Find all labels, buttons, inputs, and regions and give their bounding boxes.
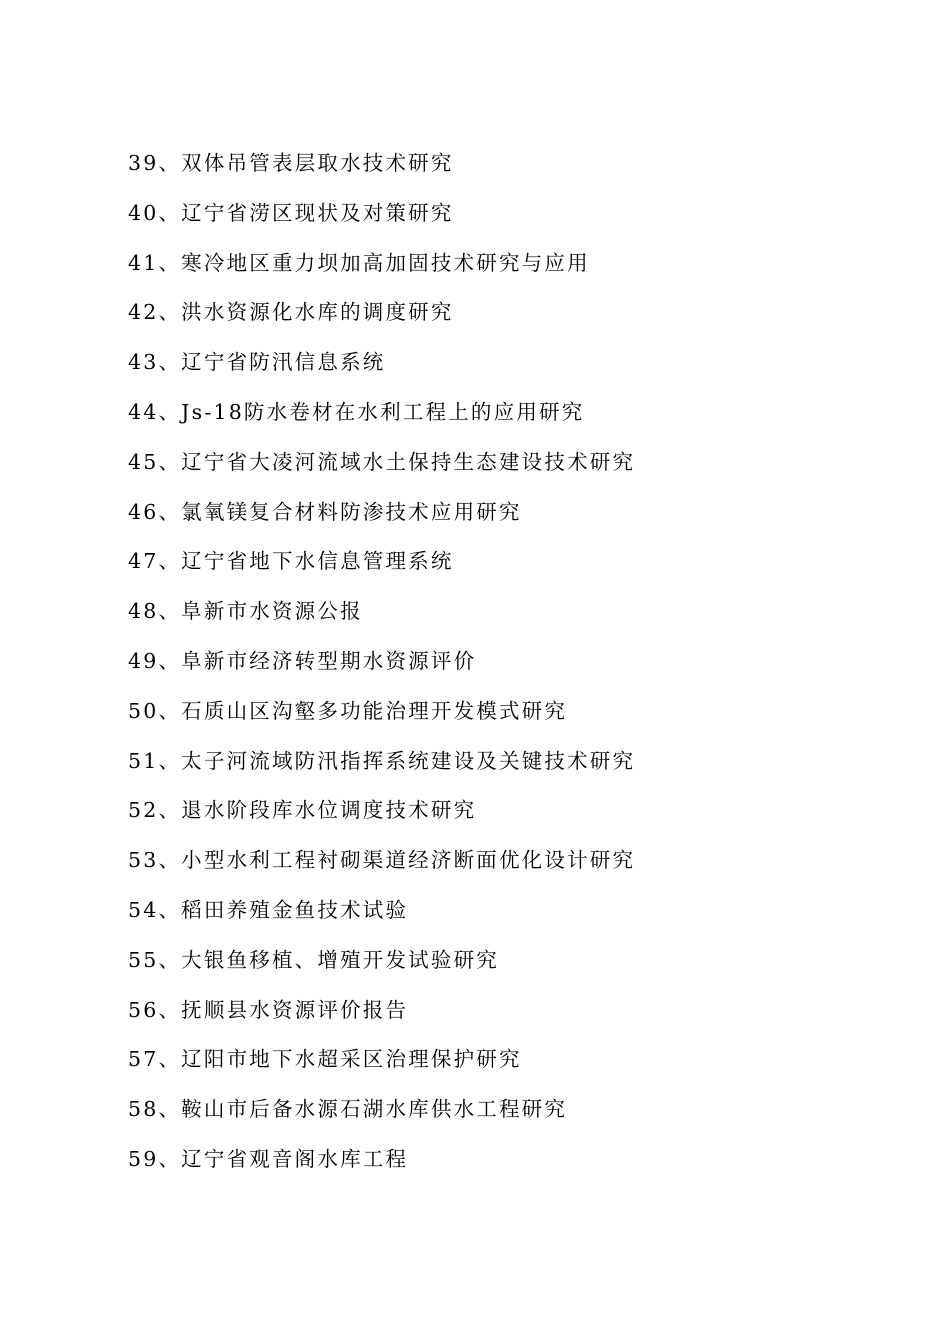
list-item: 40、辽宁省涝区现状及对策研究 — [128, 200, 454, 225]
list-item: 43、辽宁省防汛信息系统 — [128, 350, 386, 375]
list-item: 47、辽宁省地下水信息管理系统 — [128, 549, 454, 574]
list-item: 49、阜新市经济转型期水资源评价 — [128, 648, 477, 673]
project-list — [128, 145, 888, 1191]
list-item: 45、辽宁省大凌河流域水土保持生态建设技术研究 — [128, 449, 636, 474]
list-item: 52、退水阶段库水位调度技术研究 — [128, 798, 477, 823]
list-item: 44、Js-18防水卷材在水利工程上的应用研究 — [128, 399, 585, 424]
list-item: 39、双体吊管表层取水技术研究 — [128, 151, 454, 175]
list-item: 46、氯氧镁复合材料防渗技术应用研究 — [128, 499, 522, 524]
list-item: 48、阜新市水资源公报 — [128, 599, 363, 624]
list-item: 41、寒冷地区重力坝加高加固技术研究与应用 — [128, 250, 590, 275]
list-item: 59、辽宁省观音阁水库工程 — [128, 1146, 409, 1171]
list-item: 54、稻田养殖金鱼技术试验 — [128, 897, 409, 922]
list-item: 51、太子河流域防汛指挥系统建设及关键技术研究 — [128, 748, 636, 773]
list-item: 53、小型水利工程衬砌渠道经济断面优化设计研究 — [128, 848, 636, 873]
list-item: 55、大银鱼移植、增殖开发试验研究 — [128, 947, 499, 972]
list-item: 57、辽阳市地下水超采区治理保护研究 — [128, 1047, 522, 1072]
list-item: 50、石质山区沟壑多功能治理开发模式研究 — [128, 698, 568, 723]
list-item: 42、洪水资源化水库的调度研究 — [128, 300, 454, 325]
list-item: 58、鞍山市后备水源石湖水库供水工程研究 — [128, 1097, 568, 1122]
list-item: 56、抚顺县水资源评价报告 — [128, 997, 409, 1022]
